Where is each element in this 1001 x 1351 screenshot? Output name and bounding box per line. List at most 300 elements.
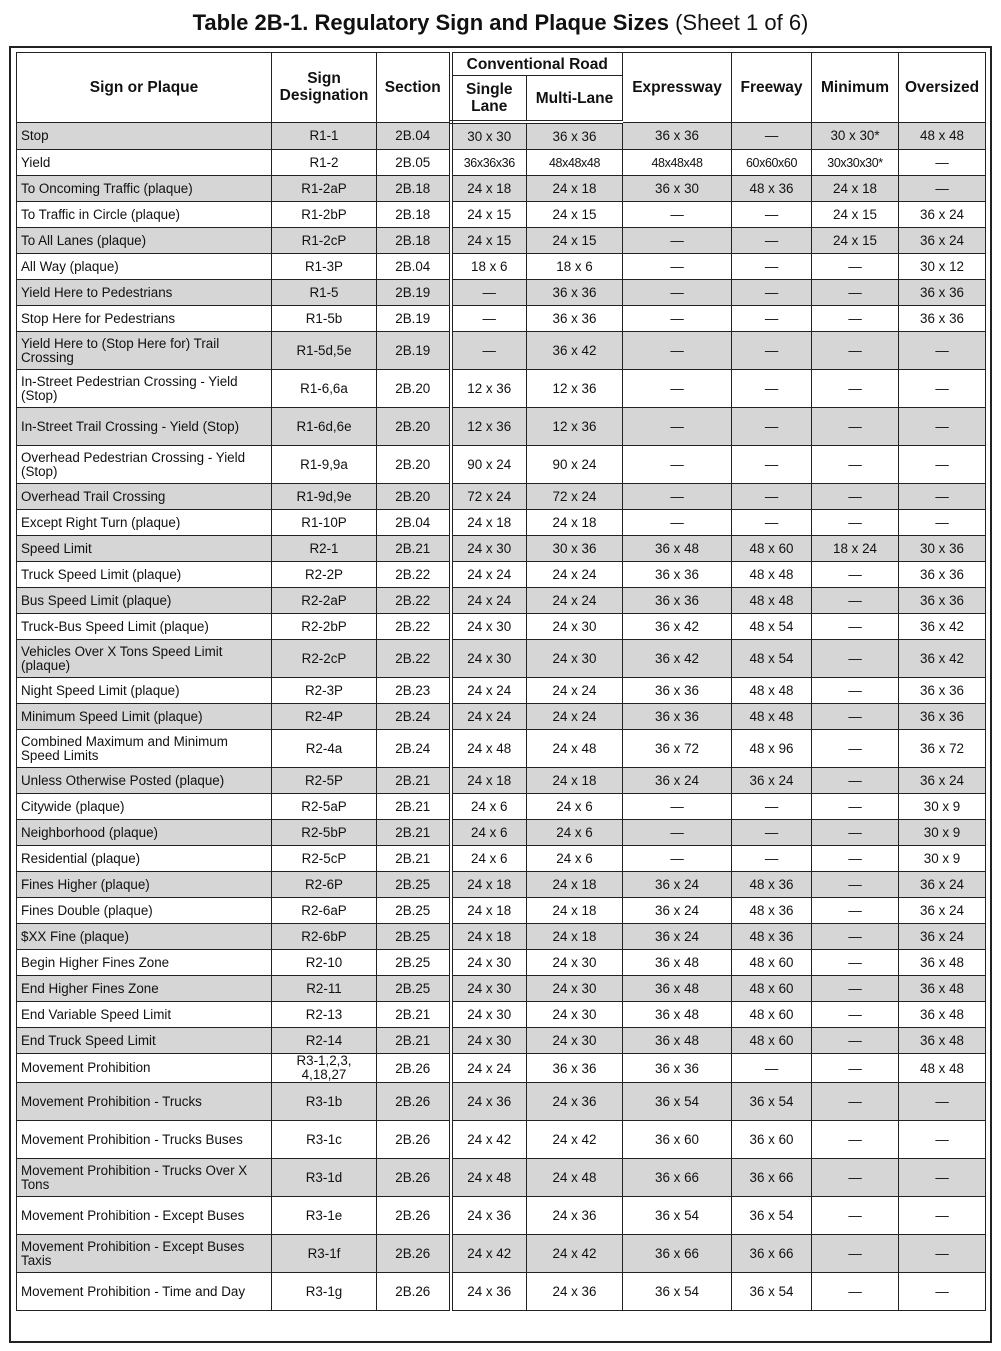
cell-expressway: 36 x 48 [623,950,732,976]
cell-sign-designation: R2-11 [272,976,377,1002]
cell-multi-lane: 24 x 42 [527,1121,623,1159]
cell-single-lane: 24 x 6 [451,820,527,846]
cell-sign-or-plaque: Vehicles Over X Tons Speed Limit (plaque) [17,640,272,678]
cell-sign-or-plaque: Yield [17,150,272,176]
cell-minimum: — [812,614,899,640]
cell-freeway: — [732,408,812,446]
cell-freeway: 48 x 60 [732,950,812,976]
cell-minimum: — [812,446,899,484]
cell-single-lane: 24 x 36 [451,1273,527,1311]
cell-sign-or-plaque: $XX Fine (plaque) [17,924,272,950]
cell-oversized: — [899,1197,986,1235]
cell-minimum: — [812,1273,899,1311]
cell-oversized: — [899,446,986,484]
cell-section: 2B.04 [377,254,451,280]
table-row [17,562,986,588]
cell-single-lane: 36x36x36 [451,150,527,176]
cell-freeway: — [732,446,812,484]
cell-freeway: — [732,1054,812,1083]
cell-expressway: — [623,794,732,820]
cell-freeway: 36 x 54 [732,1083,812,1121]
cell-minimum: — [812,678,899,704]
cell-single-lane: 18 x 6 [451,254,527,280]
cell-sign-designation: R2-6aP [272,898,377,924]
cell-freeway: 48 x 54 [732,640,812,678]
cell-sign-designation: R1-6,6a [272,370,377,408]
cell-freeway: 48 x 48 [732,678,812,704]
cell-oversized: 36 x 36 [899,280,986,306]
cell-single-lane: 24 x 36 [451,1083,527,1121]
cell-multi-lane: 24 x 24 [527,588,623,614]
cell-sign-or-plaque: End Truck Speed Limit [17,1028,272,1054]
cell-single-lane: 24 x 30 [451,1028,527,1054]
cell-freeway: — [732,794,812,820]
cell-single-lane: 24 x 18 [451,768,527,794]
cell-multi-lane: 24 x 6 [527,820,623,846]
cell-sign-or-plaque: In-Street Pedestrian Crossing - Yield (Stop) [17,370,272,408]
cell-minimum: — [812,588,899,614]
cell-minimum: — [812,820,899,846]
cell-multi-lane: 36 x 36 [527,1054,623,1083]
cell-expressway: — [623,280,732,306]
cell-minimum: — [812,1054,899,1083]
cell-expressway: — [623,202,732,228]
cell-section: 2B.25 [377,976,451,1002]
cell-minimum: 30 x 30* [812,122,899,150]
cell-expressway: 36 x 60 [623,1121,732,1159]
cell-minimum: — [812,306,899,332]
cell-freeway: 36 x 54 [732,1273,812,1311]
cell-freeway: 36 x 54 [732,1197,812,1235]
cell-sign-designation: R1-10P [272,510,377,536]
cell-sign-or-plaque: Overhead Pedestrian Crossing - Yield (Stop) [17,446,272,484]
cell-sign-designation: R2-5cP [272,846,377,872]
cell-section: 2B.22 [377,640,451,678]
cell-minimum: — [812,484,899,510]
cell-minimum: — [812,1028,899,1054]
cell-section: 2B.23 [377,678,451,704]
cell-sign-designation: R1-2cP [272,228,377,254]
cell-sign-or-plaque: Truck-Bus Speed Limit (plaque) [17,614,272,640]
table-row [17,820,986,846]
cell-sign-designation: R2-10 [272,950,377,976]
cell-multi-lane: 18 x 6 [527,254,623,280]
cell-sign-or-plaque: To Traffic in Circle (plaque) [17,202,272,228]
cell-sign-or-plaque: To All Lanes (plaque) [17,228,272,254]
cell-freeway: 36 x 24 [732,768,812,794]
cell-sign-or-plaque: To Oncoming Traffic (plaque) [17,176,272,202]
table-row [17,768,986,794]
cell-section: 2B.19 [377,306,451,332]
cell-single-lane: — [451,280,527,306]
cell-multi-lane: 24 x 24 [527,678,623,704]
table-row [17,202,986,228]
table-row [17,122,986,150]
table-row [17,1197,986,1235]
cell-expressway: — [623,446,732,484]
table-body [17,122,986,1311]
cell-freeway: — [732,484,812,510]
cell-sign-designation: R2-6bP [272,924,377,950]
cell-multi-lane: 36 x 36 [527,280,623,306]
cell-oversized: 36 x 42 [899,640,986,678]
cell-sign-or-plaque: Unless Otherwise Posted (plaque) [17,768,272,794]
cell-freeway: 48 x 36 [732,872,812,898]
cell-minimum: 24 x 15 [812,202,899,228]
cell-freeway: 36 x 66 [732,1159,812,1197]
cell-oversized: 36 x 24 [899,872,986,898]
cell-section: 2B.04 [377,122,451,150]
cell-single-lane: 24 x 24 [451,588,527,614]
cell-sign-or-plaque: Bus Speed Limit (plaque) [17,588,272,614]
header-multi-lane: Multi-Lane [527,76,623,123]
cell-section: 2B.20 [377,484,451,510]
cell-expressway: 36 x 42 [623,614,732,640]
cell-oversized: 36 x 36 [899,678,986,704]
cell-section: 2B.26 [377,1083,451,1121]
cell-section: 2B.21 [377,536,451,562]
cell-single-lane: 24 x 24 [451,678,527,704]
cell-section: 2B.22 [377,614,451,640]
cell-section: 2B.21 [377,1002,451,1028]
cell-oversized: — [899,1083,986,1121]
cell-minimum: 18 x 24 [812,536,899,562]
cell-section: 2B.19 [377,280,451,306]
header-oversized: Oversized [899,53,986,123]
cell-freeway: — [732,846,812,872]
header-sign-designation: Sign Designation [272,53,377,123]
cell-section: 2B.21 [377,820,451,846]
cell-minimum: — [812,408,899,446]
cell-minimum: — [812,794,899,820]
cell-sign-or-plaque: Movement Prohibition - Except Buses [17,1197,272,1235]
table-row [17,678,986,704]
cell-single-lane: 12 x 36 [451,370,527,408]
cell-single-lane: 24 x 18 [451,176,527,202]
table-title-main: Table 2B-1. Regulatory Sign and Plaque Sizes [192,10,669,35]
cell-section: 2B.18 [377,176,451,202]
cell-sign-designation: R1-2 [272,150,377,176]
cell-single-lane: 24 x 48 [451,1159,527,1197]
cell-multi-lane: 24 x 24 [527,562,623,588]
cell-single-lane: 72 x 24 [451,484,527,510]
cell-oversized: 36 x 48 [899,1002,986,1028]
cell-oversized: 36 x 48 [899,976,986,1002]
cell-oversized: 30 x 36 [899,536,986,562]
cell-single-lane: 24 x 24 [451,1054,527,1083]
cell-sign-or-plaque: In-Street Trail Crossing - Yield (Stop) [17,408,272,446]
header-conventional-road: Conventional Road [451,53,623,76]
cell-section: 2B.25 [377,872,451,898]
table-row [17,228,986,254]
cell-multi-lane: 24 x 18 [527,924,623,950]
cell-sign-designation: R3-1,2,3, 4,18,27 [272,1054,377,1083]
cell-section: 2B.26 [377,1054,451,1083]
table-row [17,150,986,176]
cell-expressway: 36 x 36 [623,1054,732,1083]
cell-freeway: — [732,122,812,150]
cell-single-lane: 12 x 36 [451,408,527,446]
cell-expressway: — [623,510,732,536]
cell-section: 2B.20 [377,408,451,446]
cell-oversized: 36 x 72 [899,730,986,768]
table-row [17,510,986,536]
cell-sign-designation: R1-6d,6e [272,408,377,446]
cell-expressway: 36 x 48 [623,536,732,562]
cell-freeway: 48 x 60 [732,1002,812,1028]
cell-sign-designation: R2-1 [272,536,377,562]
cell-expressway: — [623,332,732,370]
cell-section: 2B.26 [377,1197,451,1235]
cell-minimum: — [812,950,899,976]
cell-sign-designation: R2-5P [272,768,377,794]
cell-section: 2B.21 [377,768,451,794]
table-row [17,1159,986,1197]
cell-multi-lane: 24 x 6 [527,794,623,820]
cell-single-lane: 90 x 24 [451,446,527,484]
cell-expressway: 36 x 24 [623,898,732,924]
table-row [17,408,986,446]
cell-expressway: 36 x 66 [623,1159,732,1197]
cell-expressway: 36 x 54 [623,1273,732,1311]
cell-section: 2B.25 [377,924,451,950]
cell-multi-lane: 24 x 18 [527,176,623,202]
cell-minimum: 24 x 18 [812,176,899,202]
cell-sign-designation: R3-1c [272,1121,377,1159]
cell-sign-designation: R2-5aP [272,794,377,820]
cell-oversized: 36 x 24 [899,202,986,228]
cell-single-lane: 24 x 6 [451,846,527,872]
cell-multi-lane: 24 x 36 [527,1083,623,1121]
cell-section: 2B.20 [377,370,451,408]
cell-single-lane: 24 x 42 [451,1121,527,1159]
cell-sign-designation: R2-5bP [272,820,377,846]
cell-sign-designation: R3-1f [272,1235,377,1273]
table-row [17,306,986,332]
cell-freeway: — [732,202,812,228]
cell-sign-or-plaque: Fines Higher (plaque) [17,872,272,898]
cell-oversized: 36 x 36 [899,562,986,588]
table-row [17,1235,986,1273]
cell-section: 2B.24 [377,704,451,730]
cell-sign-or-plaque: Except Right Turn (plaque) [17,510,272,536]
cell-sign-or-plaque: End Variable Speed Limit [17,1002,272,1028]
cell-sign-designation: R1-9,9a [272,446,377,484]
cell-expressway: — [623,408,732,446]
cell-expressway: 36 x 42 [623,640,732,678]
cell-freeway: 48 x 48 [732,704,812,730]
cell-section: 2B.26 [377,1121,451,1159]
cell-sign-or-plaque: Begin Higher Fines Zone [17,950,272,976]
cell-expressway: 36 x 54 [623,1197,732,1235]
cell-expressway: 36 x 36 [623,562,732,588]
header-single-lane: Single Lane [451,76,527,123]
cell-sign-designation: R1-5 [272,280,377,306]
cell-expressway: 36 x 24 [623,924,732,950]
cell-freeway: 48 x 60 [732,536,812,562]
cell-expressway: 36 x 36 [623,678,732,704]
cell-section: 2B.25 [377,898,451,924]
cell-minimum: 30x30x30* [812,150,899,176]
cell-sign-or-plaque: Overhead Trail Crossing [17,484,272,510]
table-row [17,898,986,924]
cell-expressway: 36 x 72 [623,730,732,768]
cell-minimum: — [812,332,899,370]
cell-multi-lane: 24 x 18 [527,510,623,536]
cell-oversized: 36 x 36 [899,306,986,332]
cell-multi-lane: 24 x 15 [527,228,623,254]
cell-minimum: — [812,1002,899,1028]
table-row [17,730,986,768]
cell-expressway: — [623,228,732,254]
cell-expressway: 36 x 66 [623,1235,732,1273]
cell-expressway: — [623,484,732,510]
cell-oversized: — [899,1121,986,1159]
cell-single-lane: 24 x 30 [451,950,527,976]
cell-expressway: 36 x 36 [623,704,732,730]
cell-minimum: — [812,1235,899,1273]
cell-oversized: 30 x 9 [899,846,986,872]
cell-freeway: 48 x 48 [732,588,812,614]
cell-oversized: — [899,484,986,510]
cell-single-lane: 24 x 36 [451,1197,527,1235]
cell-minimum: — [812,846,899,872]
cell-minimum: — [812,898,899,924]
cell-sign-or-plaque: Speed Limit [17,536,272,562]
cell-multi-lane: 48x48x48 [527,150,623,176]
cell-sign-designation: R2-4P [272,704,377,730]
cell-freeway: 36 x 66 [732,1235,812,1273]
cell-minimum: — [812,510,899,536]
cell-oversized: 36 x 24 [899,898,986,924]
cell-multi-lane: 24 x 42 [527,1235,623,1273]
cell-sign-or-plaque: All Way (plaque) [17,254,272,280]
cell-multi-lane: 24 x 6 [527,846,623,872]
cell-expressway: — [623,254,732,280]
cell-sign-designation: R1-2bP [272,202,377,228]
cell-oversized: — [899,150,986,176]
cell-oversized: 36 x 42 [899,614,986,640]
cell-freeway: 48 x 60 [732,1028,812,1054]
cell-sign-or-plaque: Minimum Speed Limit (plaque) [17,704,272,730]
cell-freeway: — [732,370,812,408]
cell-section: 2B.18 [377,228,451,254]
cell-freeway: — [732,820,812,846]
cell-multi-lane: 24 x 18 [527,768,623,794]
cell-oversized: 36 x 48 [899,1028,986,1054]
cell-oversized: 30 x 9 [899,820,986,846]
table-title-sheet: (Sheet 1 of 6) [668,10,809,35]
cell-oversized: — [899,332,986,370]
cell-section: 2B.05 [377,150,451,176]
cell-freeway: 48 x 36 [732,898,812,924]
table-row [17,1121,986,1159]
cell-multi-lane: 36 x 42 [527,332,623,370]
cell-freeway: 48 x 60 [732,976,812,1002]
cell-minimum: — [812,924,899,950]
cell-multi-lane: 12 x 36 [527,408,623,446]
cell-section: 2B.22 [377,562,451,588]
cell-oversized: — [899,176,986,202]
table-row [17,370,986,408]
table-row [17,976,986,1002]
cell-minimum: — [812,704,899,730]
cell-single-lane: 24 x 42 [451,1235,527,1273]
cell-multi-lane: 24 x 30 [527,640,623,678]
cell-freeway: — [732,332,812,370]
cell-sign-designation: R2-2bP [272,614,377,640]
cell-sign-or-plaque: Citywide (plaque) [17,794,272,820]
cell-expressway: — [623,846,732,872]
cell-sign-designation: R2-2P [272,562,377,588]
cell-sign-or-plaque: Movement Prohibition - Trucks Over X Tons [17,1159,272,1197]
cell-single-lane: 24 x 18 [451,924,527,950]
cell-minimum: — [812,1197,899,1235]
cell-single-lane: 24 x 24 [451,562,527,588]
cell-sign-designation: R2-4a [272,730,377,768]
header-minimum: Minimum [812,53,899,123]
cell-oversized: 36 x 48 [899,950,986,976]
cell-section: 2B.24 [377,730,451,768]
table-row [17,950,986,976]
cell-oversized: 36 x 36 [899,588,986,614]
table-row [17,872,986,898]
cell-expressway: 36 x 36 [623,122,732,150]
cell-multi-lane: 24 x 30 [527,1002,623,1028]
cell-section: 2B.04 [377,510,451,536]
table-row [17,1083,986,1121]
cell-single-lane: 24 x 18 [451,898,527,924]
cell-single-lane: 24 x 24 [451,704,527,730]
table-title [0,8,1001,38]
table-row [17,614,986,640]
cell-sign-designation: R3-1d [272,1159,377,1197]
cell-oversized: — [899,370,986,408]
cell-single-lane: 24 x 6 [451,794,527,820]
table-row [17,588,986,614]
table-row [17,640,986,678]
cell-expressway: 36 x 24 [623,872,732,898]
cell-sign-or-plaque: Night Speed Limit (plaque) [17,678,272,704]
header-expressway: Expressway [623,53,732,123]
cell-expressway: 48x48x48 [623,150,732,176]
cell-single-lane: 24 x 15 [451,228,527,254]
cell-expressway: — [623,306,732,332]
table-row [17,254,986,280]
cell-sign-designation: R2-2aP [272,588,377,614]
cell-single-lane: 24 x 30 [451,536,527,562]
cell-freeway: 36 x 60 [732,1121,812,1159]
table-row [17,704,986,730]
cell-sign-designation: R2-13 [272,1002,377,1028]
cell-minimum: — [812,640,899,678]
header-freeway: Freeway [732,53,812,123]
table-row [17,280,986,306]
cell-minimum: — [812,280,899,306]
cell-minimum: — [812,730,899,768]
cell-section: 2B.26 [377,1159,451,1197]
cell-minimum: — [812,1159,899,1197]
header-section: Section [377,53,451,123]
cell-sign-or-plaque: Movement Prohibition - Trucks [17,1083,272,1121]
cell-freeway: — [732,280,812,306]
cell-sign-or-plaque: Yield Here to Pedestrians [17,280,272,306]
cell-expressway: — [623,370,732,408]
table-row [17,446,986,484]
cell-freeway: — [732,510,812,536]
cell-minimum: — [812,768,899,794]
cell-oversized: — [899,408,986,446]
